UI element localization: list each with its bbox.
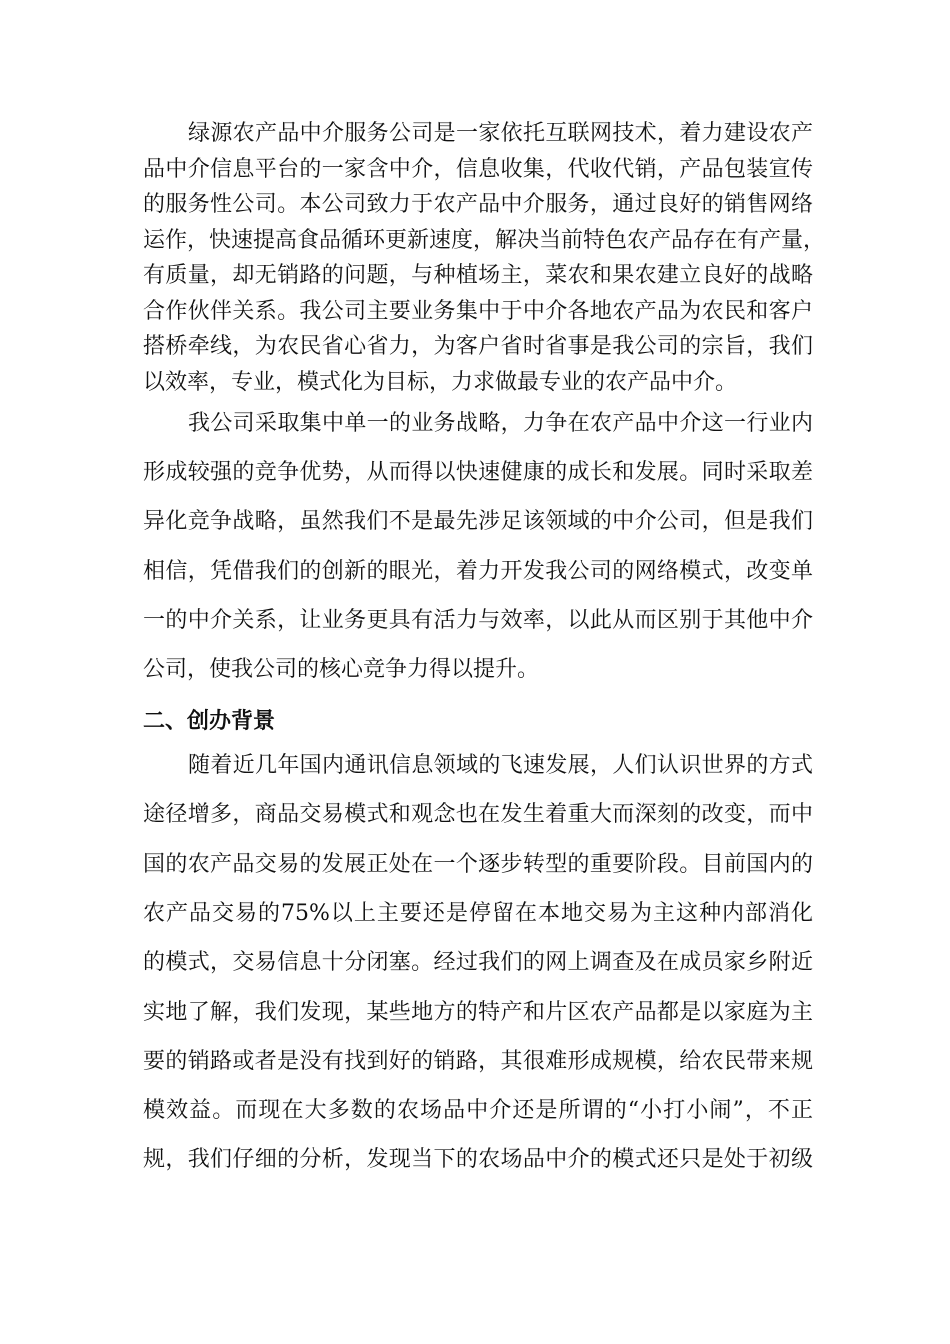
text-line: 的服务性公司。本公司致力于农产品中介服务，通过良好的销售网络 [143,192,813,217]
text-line: 品中介信息平台的一家含中介，信息收集，代收代销，产品包装宣传 [143,156,813,182]
text-line: 形成较强的竞争优势，从而得以快速健康的成长和发展。同时采取差 [143,460,813,486]
text-line: 的模式，交易信息十分闭塞。经过我们的网上调查及在成员家乡附近 [143,950,813,976]
text-line: 一的中介关系，让业务更具有活力与效率，以此从而区别于其他中介 [143,607,813,633]
text-line: 以效率，专业，模式化为目标，力求做最专业的农产品中介。 [143,369,738,395]
text-line: 相信，凭借我们的创新的眼光，着力开发我公司的网络模式，改变单 [143,558,813,584]
text-line: 运作，快速提高食品循环更新速度，解决当前特色农产品存在有产量， [143,227,826,253]
text-line: 模效益。而现在大多数的农场品中介还是所谓的“小打小闹”，不正 [143,1098,813,1124]
text-line: 途径增多，商品交易模式和观念也在发生着重大而深刻的改变，而中 [143,802,813,828]
text-line: 国的农产品交易的发展正处在一个逐步转型的重要阶段。目前国内的 [143,851,813,877]
text-line: 公司，使我公司的核心竞争力得以提升。 [143,657,540,682]
text-line: 随着近几年国内通讯信息领域的飞速发展，人们认识世界的方式 [188,753,813,778]
text-line: 农产品交易的75%以上主要还是停留在本地交易为主这种内部消化 [143,900,813,926]
text-line: 实地了解，我们发现，某些地方的特产和片区农产品都是以家庭为主 [143,999,813,1025]
text-line: 异化竞争战略，虽然我们不是最先涉足该领域的中介公司，但是我们 [143,509,813,535]
text-line: 合作伙伴关系。我公司主要业务集中于中介各地农产品为农民和客户 [143,298,813,324]
section-heading: 二、创办背景 [143,709,276,734]
text-line: 搭桥牵线，为农民省心省力，为客户省时省事是我公司的宗旨，我们 [143,334,813,359]
text-line: 绿源农产品中介服务公司是一家依托互联网技术，着力建设农产 [188,121,813,146]
text-line: 有质量，却无销路的问题，与种植场主，菜农和果农建立良好的战略 [143,263,813,288]
text-line: 规，我们仔细的分析，发现当下的农场品中介的模式还只是处于初级 [143,1147,813,1173]
text-line: 要的销路或者是没有找到好的销路，其很难形成规模，给农民带来规 [143,1048,813,1074]
text-line: 我公司采取集中单一的业务战略，力争在农产品中介这一行业内 [188,411,813,436]
